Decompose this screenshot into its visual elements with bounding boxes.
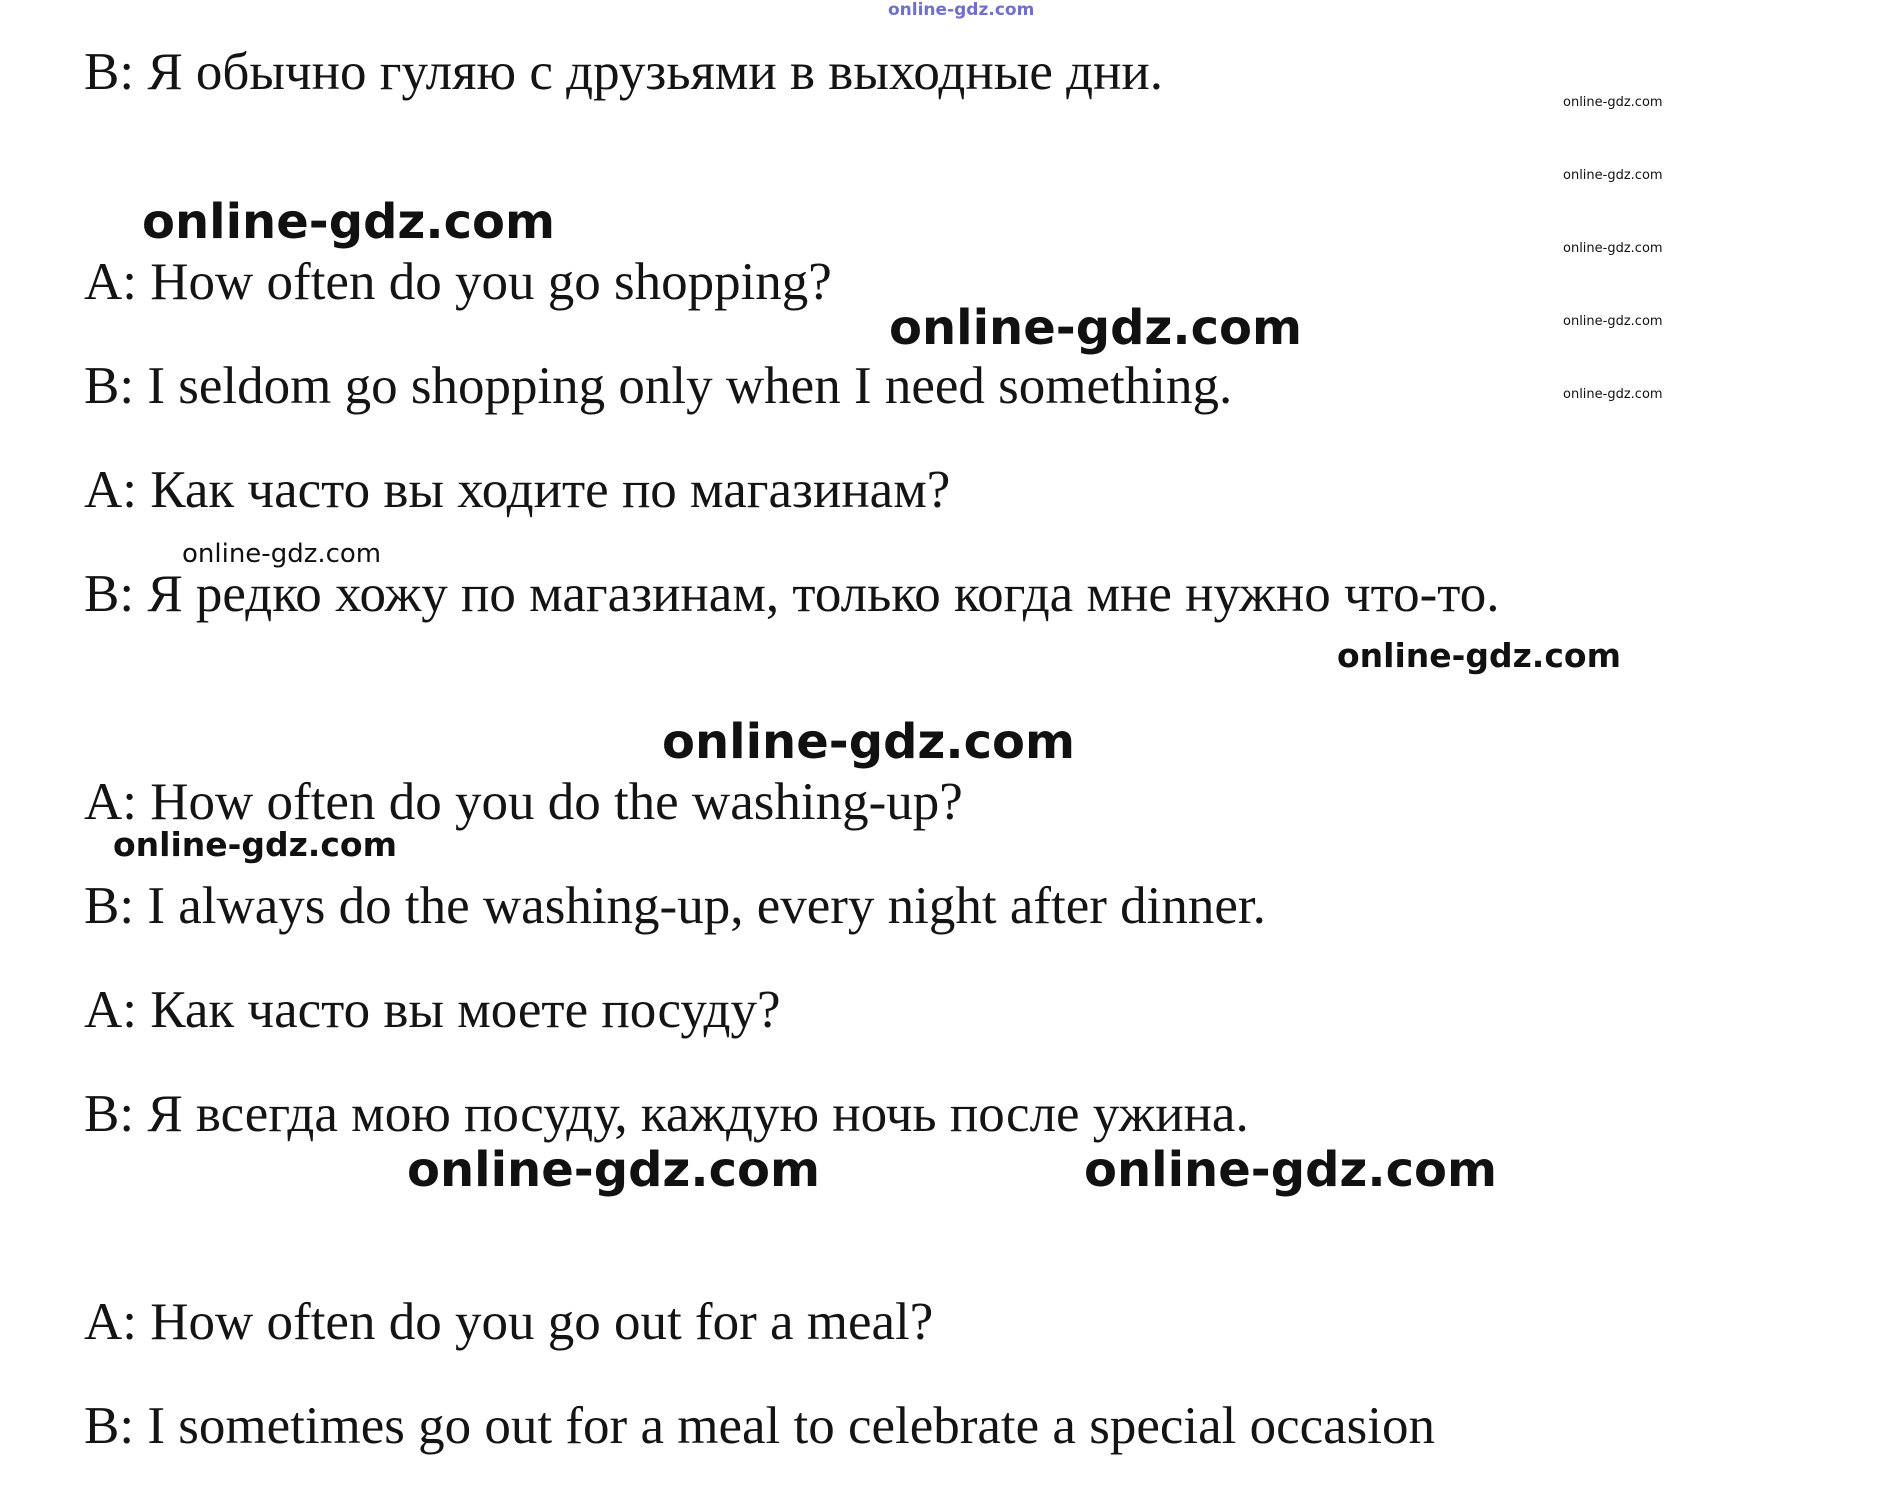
watermark-top: online-gdz.com	[888, 0, 1035, 20]
watermark: online-gdz.com	[113, 825, 397, 864]
dialogue-line: B: I seldom go shopping only when I need something.	[84, 357, 1233, 415]
dialogue-line: A: Как часто вы ходите по магазинам?	[84, 461, 951, 519]
watermark: online-gdz.com	[142, 194, 556, 250]
dialogue-line: A: How often do you go out for a meal?	[84, 1293, 934, 1351]
watermark: online-gdz.com	[1563, 314, 1663, 329]
dialogue-line: A: How often do you do the washing-up?	[84, 773, 963, 831]
watermark: online-gdz.com	[182, 539, 382, 569]
dialogue-line: B: Я всегда мою посуду, каждую ночь после ужина.	[84, 1085, 1249, 1143]
dialogue-line: B: Я обычно гуляю с друзьями в выходные дни.	[84, 43, 1164, 101]
watermark: online-gdz.com	[662, 714, 1076, 770]
dialogue-line: B: I always do the washing-up, every night after dinner.	[84, 877, 1266, 935]
dialogue-line: B: I sometimes go out for a meal to celebrate a special occasion	[84, 1397, 1436, 1455]
watermark: online-gdz.com	[1337, 636, 1621, 675]
watermark: online-gdz.com	[1563, 95, 1663, 110]
watermark: online-gdz.com	[1563, 168, 1663, 183]
dialogue-line: B: Я редко хожу по магазинам, только когда мне нужно что-то.	[84, 565, 1500, 623]
watermark: online-gdz.com	[1084, 1142, 1498, 1198]
watermark: online-gdz.com	[1563, 387, 1663, 402]
dialogue-line: A: How often do you go shopping?	[84, 253, 832, 311]
dialogue-line: A: Как часто вы моете посуду?	[84, 981, 781, 1039]
watermark: online-gdz.com	[407, 1142, 821, 1198]
watermark: online-gdz.com	[1563, 241, 1663, 256]
watermark: online-gdz.com	[889, 300, 1303, 356]
